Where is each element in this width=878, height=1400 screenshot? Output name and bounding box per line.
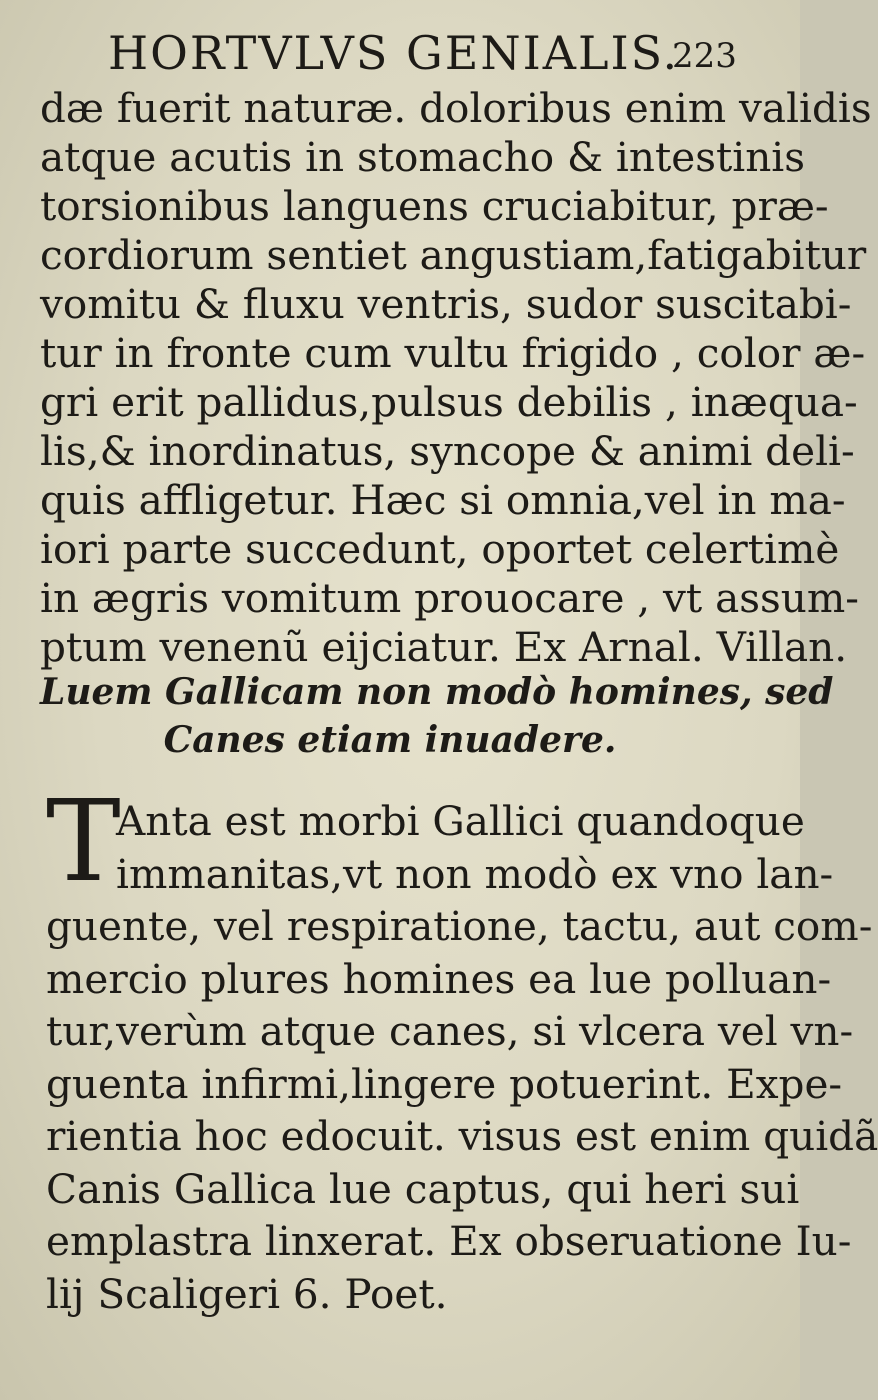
page-number: 223: [672, 36, 737, 76]
text-line: atque acutis in stomacho & intestinis: [40, 133, 806, 181]
text-line: torsionibus languens cruciabitur, præ-: [40, 182, 829, 230]
text-line: tur in fronte cum vultu frigido , color æ-: [40, 329, 866, 377]
text-line: vomitu & fluxu ventris, sudor suscitabi-: [40, 280, 852, 328]
text-line: tur,verùm atque canes, si vlcera vel vn-: [46, 1007, 854, 1055]
drop-cap: T: [46, 777, 121, 907]
text-line: guenta infirmi,lingere potuerint. Expe-: [46, 1059, 843, 1108]
page-header: [0, 18, 800, 88]
text-line: emplastra linxerat. Ex obseruatione Iu-: [46, 1217, 852, 1265]
text-line: Anta est morbi Gallici quandoque: [116, 797, 805, 845]
text-line: lij Scaligeri 6. Poet.: [46, 1269, 448, 1318]
running-title: HORTVLVS GENIALIS.: [108, 26, 680, 80]
text-line: dæ fuerit naturæ. doloribus enim validis: [40, 84, 872, 132]
text-line: gri erit pallidus,pulsus debilis , inæqua-: [40, 378, 858, 426]
text-line: quis affligetur. Hæc si omnia,vel in ma-: [40, 476, 846, 524]
text-line: immanitas,vt non modò ex vno lan-: [116, 849, 834, 898]
heading-line-1: Luem Gallicam non modò homines, sed: [40, 671, 834, 713]
text-line: cordiorum sentiet angustiam,fatigabitur: [40, 231, 867, 279]
text-line: iori parte succedunt, oportet celertimè: [40, 525, 840, 573]
text-line: mercio plures homines ea lue polluan-: [46, 954, 832, 1003]
text-line: rientia hoc edocuit. visus est enim quidã: [46, 1112, 878, 1160]
text-line: guente, vel respiratione, tactu, aut com-: [46, 902, 873, 950]
text-line: in ægris vomitum prouocare , vt assum-: [40, 574, 859, 622]
text-line: lis,& inordinatus, syncope & animi deli-: [40, 427, 855, 475]
paragraph-2: [46, 795, 878, 1320]
section-heading: [40, 668, 834, 764]
heading-line-2: Canes etiam inuadere.: [163, 719, 617, 761]
text-line: ptum venenũ eijciatur. Ex Arnal. Villan.: [40, 623, 848, 671]
text-line: Canis Gallica lue captus, qui heri sui: [46, 1164, 800, 1213]
paragraph-1: [40, 84, 872, 672]
